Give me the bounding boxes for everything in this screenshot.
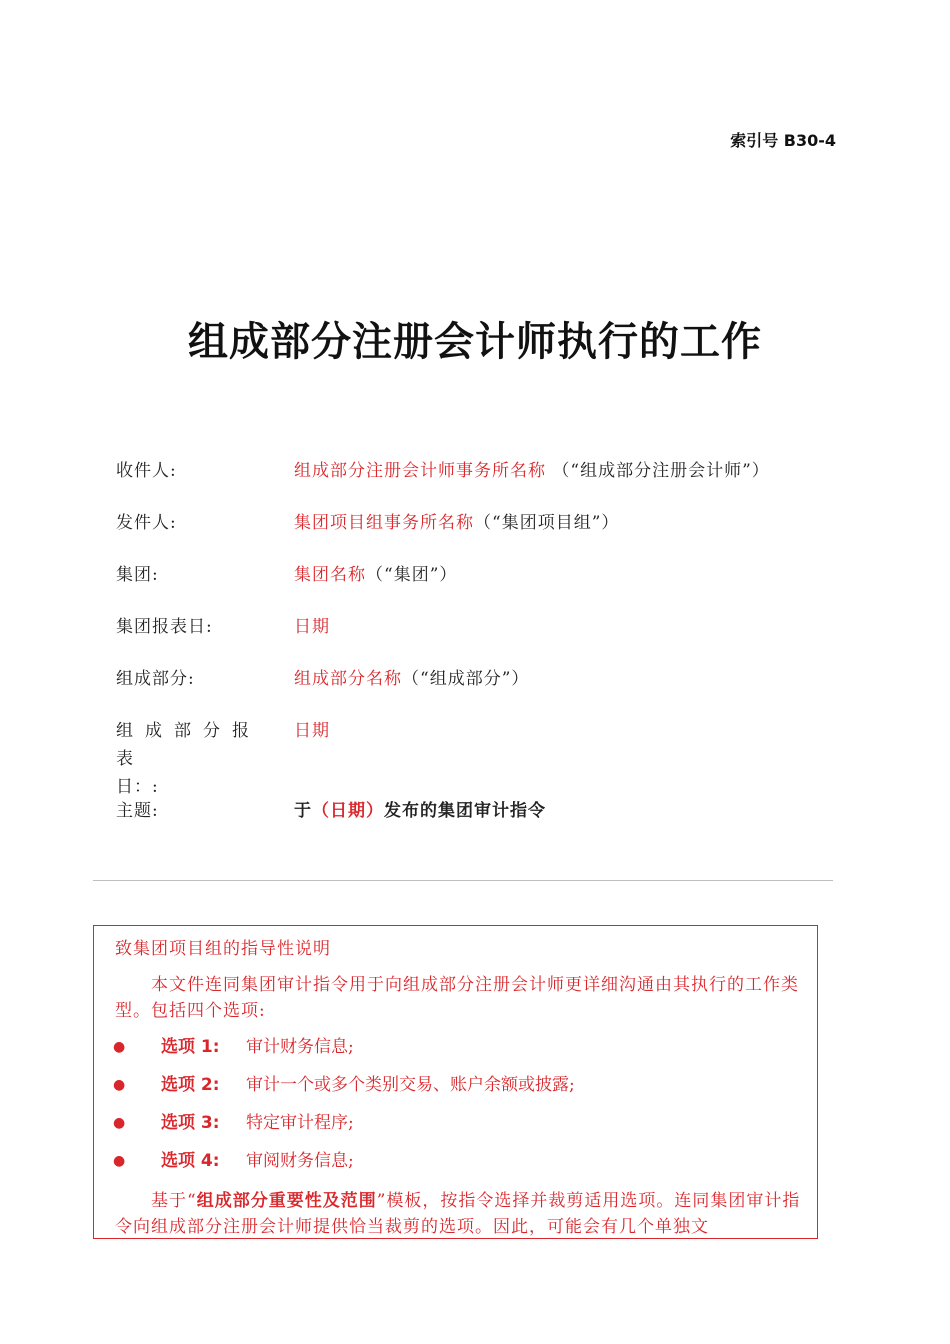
option-label: 选项 4: [161,1151,220,1171]
sender-label: 发件人: [116,513,177,533]
option-item [115,1066,805,1104]
bullet-icon: ● [113,1153,126,1169]
component-name-placeholder: 组成部分名称 [294,669,402,689]
instruction-closing [115,1188,805,1239]
component-value [294,665,529,693]
group-alias: （“集团”） [366,565,458,585]
option-text: 审计财务信息; [246,1037,354,1057]
group-label: 集团: [116,565,159,585]
closing-pre: 基于“ [151,1191,197,1211]
instruction-content [115,934,805,1239]
bullet-icon: ● [113,1115,126,1131]
subject-suffix: 发布的集团审计指令 [384,801,546,821]
instruction-heading: 致集团项目组的指导性说明 [115,939,331,959]
component-alias: （“组成部分”） [402,669,530,689]
option-item [115,1104,805,1142]
sender-alias: （“集团项目组”） [474,513,620,533]
group-name-placeholder: 集团名称 [294,565,366,585]
component-label: 组成部分: [116,669,195,689]
component-report-date-placeholder: 日期 [294,721,330,741]
component-report-date-label-line2: 日：: [116,777,159,797]
component-report-date-label-line1: 组成部分报表 [116,721,261,769]
component-report-date-label [116,717,276,801]
instruction-box [93,925,818,1239]
bullet-icon: ● [113,1039,126,1055]
subject-prefix: 于 [294,801,312,821]
sender-firm-placeholder: 集团项目组事务所名称 [294,513,474,533]
option-label: 选项 1: [161,1037,220,1057]
option-text: 审阅财务信息; [246,1151,354,1171]
recipient-value [294,457,770,485]
closing-post: ”模板，按指令选择并裁剪适用选项。连同集团审计指令向组成部分注册会计师提供恰当裁剪的选项。因此，可能会有几个单独文 [115,1191,801,1237]
instruction-intro: 本文件连同集团审计指令用于向组成部分注册会计师更详细沟通由其执行的工作类型。包括四个选项: [115,975,799,1021]
bullet-icon: ● [113,1077,126,1093]
option-label: 选项 3: [161,1113,220,1133]
group-report-date-placeholder: 日期 [294,617,330,637]
sender-value [294,509,619,537]
document-title: 组成部分注册会计师执行的工作 [188,319,762,365]
subject-value [294,797,546,825]
section-divider [93,880,833,881]
recipient-label: 收件人: [116,461,177,481]
option-label: 选项 2: [161,1075,220,1095]
group-value [294,561,457,589]
recipient-alias: （“组成部分注册会计师”） [546,461,770,481]
closing-template-name: 组成部分重要性及范围 [196,1191,377,1211]
group-report-date-label: 集团报表日: [116,617,213,637]
option-list [115,1028,805,1180]
subject-label: 主题: [116,801,159,821]
option-item [115,1028,805,1066]
option-text: 特定审计程序; [246,1113,354,1133]
subject-date-placeholder: （日期） [312,801,384,821]
index-number: 索引号 B30-4 [730,131,836,150]
option-text: 审计一个或多个类别交易、账户余额或披露; [246,1075,575,1095]
recipient-firm-placeholder: 组成部分注册会计师事务所名称 [294,461,546,481]
option-item [115,1142,805,1180]
